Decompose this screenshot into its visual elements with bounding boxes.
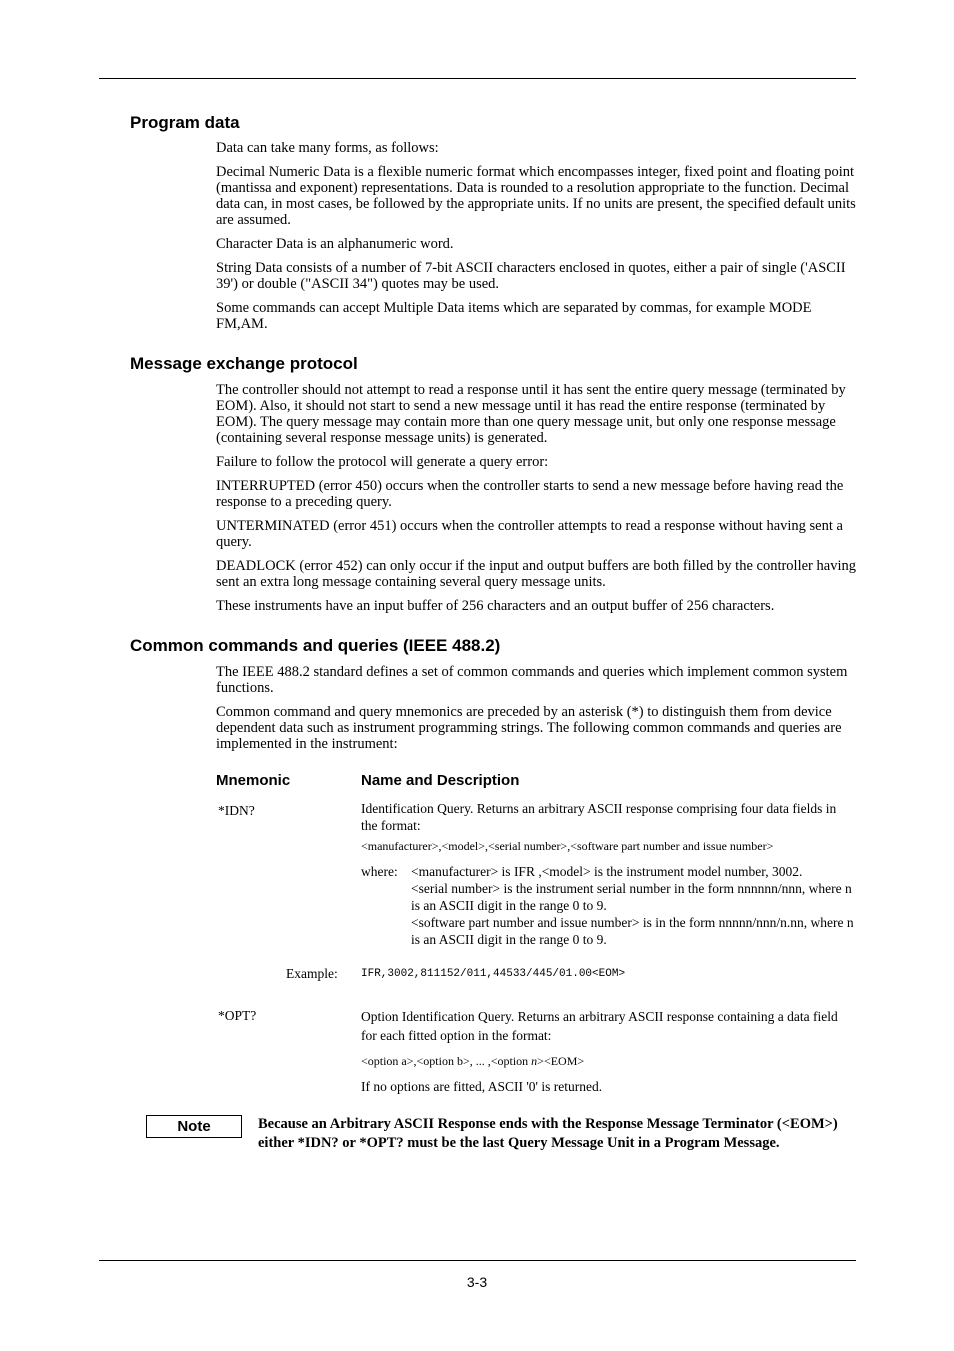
paragraph: Data can take many forms, as follows: <box>216 140 439 156</box>
opt-format-n: n <box>531 1054 538 1068</box>
idn-format: <manufacturer>,<model>,<serial number>,<software part number and issue number> <box>361 839 774 853</box>
section-heading-program-data: Program data <box>130 113 240 132</box>
footer-rule <box>99 1260 856 1261</box>
column-header-description: Name and Description <box>361 772 520 789</box>
paragraph: Decimal Numeric Data is a flexible numeric format which encompasses integer, fixed point and floating point (mantissa and exponent) representations. Data is rounded to a resolution appropriate to the function. Decimal data can, in most cases, be followed by the appropriate units. If no units are present, the specified default units are assumed. <box>216 164 856 228</box>
header-rule <box>99 78 856 79</box>
paragraph: UNTERMINATED (error 451) occurs when the controller attempts to read a response without having sent a query. <box>216 518 843 550</box>
paragraph: The controller should not attempt to read a response until it has sent the entire query message (terminated by EOM). Also, it should not start to send a new message until it has read the entire response (terminated by EOM). The query message may contain more than one query message unit, but only one response message (containing several response message units) is generated. <box>216 382 846 446</box>
column-header-mnemonic: Mnemonic <box>216 772 291 789</box>
where-software-part: <software part number and issue number> is in the form nnnnn/nnn/n.nn, where n is an ASCII digit in the range 0 to 9. <box>411 915 854 947</box>
mnemonic-opt: *OPT? <box>218 1008 257 1023</box>
section-heading-message-exchange: Message exchange protocol <box>130 354 358 373</box>
idn-example-code: IFR,3002,811152/011,44533/445/01.00<EOM> <box>361 968 626 980</box>
section-heading-common-commands: Common commands and queries (IEEE 488.2) <box>130 636 501 655</box>
idn-description: Identification Query. Returns an arbitrary ASCII response comprising four data fields in the format: <box>361 801 837 833</box>
where-manufacturer: <manufacturer> is IFR ,<model> is the instrument model number, 3002. <box>411 864 803 879</box>
opt-format-end: ><EOM> <box>537 1054 585 1068</box>
opt-none-text: If no options are fitted, ASCII '0' is returned. <box>361 1079 603 1094</box>
opt-description: Option Identification Query. Returns an arbitrary ASCII response containing a data field for each fitted option in the format: <box>361 1009 838 1043</box>
note-label-box: Note <box>146 1115 242 1138</box>
mnemonic-idn: *IDN? <box>218 803 255 818</box>
paragraph: INTERRUPTED (error 450) occurs when the controller starts to send a new message before having read the response to a preceding query. <box>216 478 844 510</box>
paragraph: Failure to follow the protocol will generate a query error: <box>216 454 549 470</box>
page-number: 3-3 <box>466 1274 488 1290</box>
paragraph: Some commands can accept Multiple Data items which are separated by commas, for example MODE FM,AM. <box>216 300 812 332</box>
paragraph: The IEEE 488.2 standard defines a set of common commands and queries which implement common system functions. <box>216 664 848 696</box>
paragraph: Common command and query mnemonics are preceded by an asterisk (*) to distinguish them from device dependent data such as instrument programming strings. The following common commands and queries are implemented in the instrument: <box>216 704 842 752</box>
where-label: where: <box>361 864 398 879</box>
paragraph: String Data consists of a number of 7-bit ASCII characters enclosed in quotes, either a pair of single ('ASCII 39') or double ("ASCII 34") quotes may be used. <box>216 260 846 292</box>
opt-format-start: <option a>,<option b>, ... ,<option <box>361 1054 532 1068</box>
opt-format <box>361 1053 584 1070</box>
paragraph: Character Data is an alphanumeric word. <box>216 236 454 252</box>
note-text: Because an Arbitrary ASCII Response ends with the Response Message Terminator (<EOM>) either *IDN? or *OPT? must be the last Query Message Unit in a Program Message. <box>258 1116 838 1151</box>
example-label: Example: <box>286 966 338 981</box>
where-serial-number: <serial number> is the instrument serial number in the form nnnnnn/nnn, where n is an ASCII digit in the range 0 to 9. <box>411 881 852 913</box>
paragraph: These instruments have an input buffer of 256 characters and an output buffer of 256 characters. <box>216 598 775 614</box>
paragraph: DEADLOCK (error 452) can only occur if the input and output buffers are both filled by the controller having sent an extra long message containing several query message units. <box>216 558 856 590</box>
